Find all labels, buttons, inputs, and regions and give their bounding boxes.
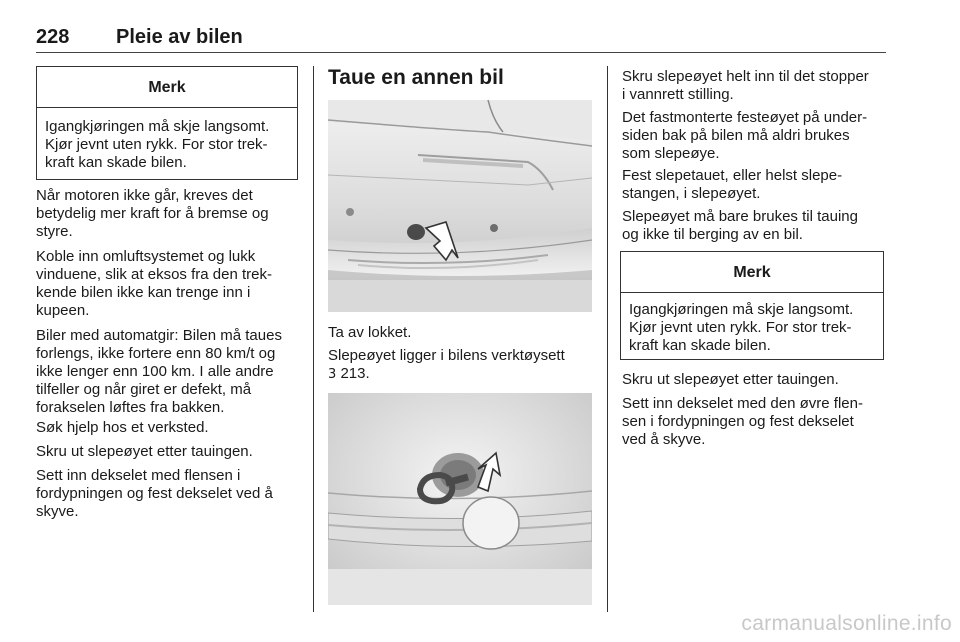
text-line: Sett inn dekselet med den øvre flen- xyxy=(622,395,863,412)
left-paragraph xyxy=(36,327,306,417)
figure-rear-bumper xyxy=(328,100,592,312)
note-line: kraft kan skade bilen. xyxy=(45,154,187,171)
left-paragraph xyxy=(36,419,299,437)
text-line: kende bilen ikke kan trenge inn i xyxy=(36,284,251,301)
instruction-text: Ta av lokket. xyxy=(328,324,412,341)
text-line: tilfeller og når giret er defekt, må xyxy=(36,381,252,398)
text-line: styre. xyxy=(36,223,73,240)
text-line: Biler med automatgir: Bilen må taues xyxy=(36,327,282,344)
text-line: Skru ut slepeøyet etter tauingen. xyxy=(622,371,839,388)
text-line: Koble inn omluftsystemet og lukk xyxy=(36,248,256,265)
page-number: 228 xyxy=(36,26,70,48)
column-divider xyxy=(607,66,608,612)
text-line: Slepeøyet ligger i bilens verktøysett xyxy=(328,347,565,364)
left-paragraph xyxy=(36,467,299,521)
text-line: Det fastmonterte festeøyet på under- xyxy=(622,109,868,126)
right-paragraph xyxy=(622,109,892,163)
section-title: Taue en annen bil xyxy=(328,66,504,89)
text-line: som slepeøye. xyxy=(622,145,720,162)
text-line: ikke lenger enn 100 km. I alle andre xyxy=(36,363,274,380)
figure-tow-eye xyxy=(328,393,592,605)
right-paragraph xyxy=(622,167,892,203)
text-line: fordypningen og fest dekselet ved å xyxy=(36,485,273,502)
note-box xyxy=(36,66,298,180)
page-title: Pleie av bilen xyxy=(116,26,243,48)
note-line: kraft kan skade bilen. xyxy=(629,337,771,354)
text-line: forlengs, ikke fortere enn 80 km/t og xyxy=(36,345,276,362)
text-line: kupeen. xyxy=(36,302,90,319)
right-paragraph xyxy=(622,371,892,389)
note-box xyxy=(620,251,884,360)
left-paragraph xyxy=(36,187,299,241)
text-line: sen i fordypningen og fest dekselet xyxy=(622,413,854,430)
left-paragraph xyxy=(36,443,299,461)
text-line: i vannrett stilling. xyxy=(622,86,734,103)
text-line: Når motoren ikke går, kreves det xyxy=(36,187,253,204)
text-line: Skru ut slepeøyet etter tauingen. xyxy=(36,443,253,460)
text-line: Slepeøyet må bare brukes til tauing xyxy=(622,208,858,225)
text-line: skyve. xyxy=(36,503,79,520)
note-line: Igangkjøringen må skje langsomt. xyxy=(629,301,854,318)
rear-bumper-illustration xyxy=(328,100,592,312)
text-line xyxy=(328,365,598,384)
page-header xyxy=(36,26,886,53)
text-line: vinduene, slik at eksos fra den trek- xyxy=(36,266,272,283)
text-line: siden bak på bilen må aldri brukes xyxy=(622,127,850,144)
text-line: ved å skyve. xyxy=(622,431,706,448)
note-body xyxy=(37,108,297,172)
text-line: stangen, i slepeøyet. xyxy=(622,185,761,202)
text-line: forakselen løftes fra bakken. xyxy=(36,399,225,416)
tow-eye-illustration xyxy=(328,393,592,605)
note-heading: Merk xyxy=(621,252,883,293)
page-reference: 213. xyxy=(340,365,370,382)
text-line: betydelig mer kraft for å bremse og xyxy=(36,205,269,222)
note-line: Igangkjøringen må skje langsomt. xyxy=(45,118,270,135)
left-paragraph xyxy=(36,248,299,320)
text-line: Skru slepeøyet helt inn til det stopper xyxy=(622,68,869,85)
right-paragraph xyxy=(622,395,892,449)
column-divider xyxy=(313,66,314,612)
instruction-text xyxy=(328,347,598,384)
text-line: Søk hjelp hos et verksted. xyxy=(36,419,209,436)
note-heading: Merk xyxy=(37,67,297,108)
note-line: Kjør jevnt uten rykk. For stor trek- xyxy=(45,136,268,153)
text-line: Fest slepetauet, eller helst slepe- xyxy=(622,167,843,184)
right-paragraph xyxy=(622,68,892,104)
cross-reference-icon: 3 xyxy=(328,367,337,382)
right-paragraph xyxy=(622,208,892,244)
watermark: carmanualsonline.info xyxy=(741,612,952,635)
text-line: Sett inn dekselet med flensen i xyxy=(36,467,241,484)
text-line: og ikke til berging av en bil. xyxy=(622,226,803,243)
note-body xyxy=(621,293,883,355)
note-line: Kjør jevnt uten rykk. For stor trek- xyxy=(629,319,852,336)
